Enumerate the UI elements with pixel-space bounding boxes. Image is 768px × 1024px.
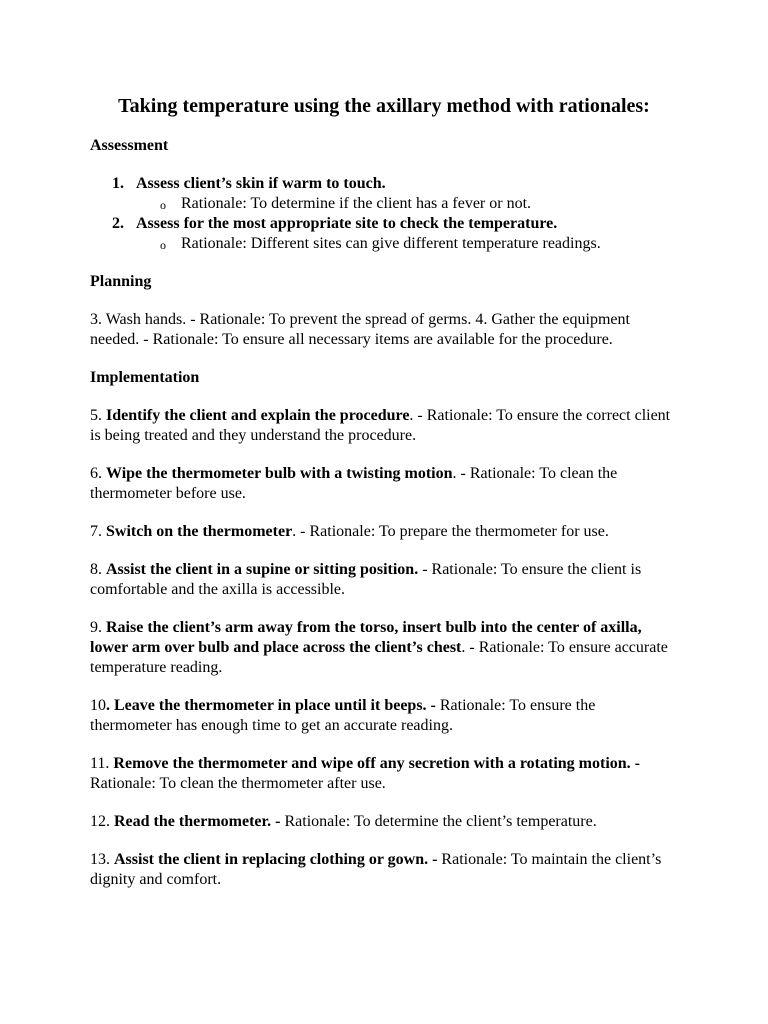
item-text: Assess for the most appropriate site to check the temperature. xyxy=(136,215,558,232)
planning-paragraph: 3. Wash hands. - Rationale: To prevent the spread of germs. 4. Gather the equipment needed. - Rationale: To ensure all necessary items are available for the procedure. xyxy=(90,311,630,348)
item-text: Assess client’s skin if warm to touch. xyxy=(136,175,386,192)
step-action: Assist the client in replacing clothing or gown. - xyxy=(114,851,438,868)
step-paragraph xyxy=(90,618,680,678)
step-rationale: . - Rationale: To prepare the thermometer for use. xyxy=(292,523,609,540)
step-number: 9. xyxy=(90,619,106,636)
bullet-icon: o xyxy=(160,238,166,252)
step-paragraph xyxy=(90,522,680,542)
rationale-text: Rationale: Different sites can give different temperature readings. xyxy=(181,235,601,252)
step-rationale: Rationale: To maintain the client’s dignity and comfort. xyxy=(90,851,662,888)
step-number: 12. xyxy=(90,813,114,830)
step-number: 5. xyxy=(90,407,106,424)
step-rationale: . - Rationale: To clean the thermometer before use. xyxy=(90,465,618,502)
rationale-item xyxy=(90,194,680,214)
section-heading-planning: Planning xyxy=(90,273,152,290)
implementation-steps xyxy=(90,388,680,890)
step-action: Raise the client’s arm away from the torso, insert bulb into the center of axilla, lower arm over bulb and place across the client’s chest xyxy=(90,619,642,656)
step-paragraph xyxy=(90,464,680,504)
step-action: . Leave the thermometer in place until it beeps. - xyxy=(106,697,436,714)
step-rationale: Rationale: To clean the thermometer after use. xyxy=(90,775,386,792)
step-paragraph xyxy=(90,560,680,600)
item-number: 1. xyxy=(112,175,124,192)
step-paragraph xyxy=(90,754,680,794)
bullet-icon: o xyxy=(160,198,166,212)
section-heading-implementation: Implementation xyxy=(90,369,200,386)
step-action: Switch on the thermometer xyxy=(106,523,293,540)
step-rationale: . - Rationale: To ensure the correct client is being treated and they understand the procedure. xyxy=(90,407,671,444)
rationale-item xyxy=(90,234,680,254)
step-action: Assist the client in a supine or sitting position. xyxy=(106,561,419,578)
rationale-text: Rationale: To determine if the client has a fever or not. xyxy=(181,195,532,212)
step-rationale: - Rationale: To ensure the client is comfortable and the axilla is accessible. xyxy=(90,561,642,598)
page-title: Taking temperature using the axillary method with rationales: xyxy=(118,95,650,117)
step-action: Identify the client and explain the procedure xyxy=(106,407,410,424)
step-paragraph xyxy=(90,850,680,890)
step-number: 8. xyxy=(90,561,106,578)
document-body xyxy=(90,136,680,890)
step-number: 7. xyxy=(90,523,106,540)
step-action: Remove the thermometer and wipe off any secretion with a rotating motion. - xyxy=(113,755,640,772)
step-action: Wipe the thermometer bulb with a twisting motion xyxy=(106,465,453,482)
step-paragraph xyxy=(90,406,680,446)
step-paragraph xyxy=(90,696,680,736)
assessment-item xyxy=(90,174,680,194)
item-number: 2. xyxy=(112,215,124,232)
step-action: Read the thermometer. - xyxy=(114,813,281,830)
step-number: 10 xyxy=(90,697,106,714)
step-rationale: . - Rationale: To ensure accurate temperature reading. xyxy=(90,639,668,676)
step-rationale: Rationale: To ensure the thermometer has enough time to get an accurate reading. xyxy=(90,697,596,734)
assessment-item xyxy=(90,214,680,234)
step-paragraph xyxy=(90,812,680,832)
step-number: 11. xyxy=(90,755,114,772)
section-heading-assessment: Assessment xyxy=(90,137,169,154)
step-number: 13. xyxy=(90,851,114,868)
step-number: 6. xyxy=(90,465,106,482)
step-rationale: Rationale: To determine the client’s temperature. xyxy=(280,813,597,830)
